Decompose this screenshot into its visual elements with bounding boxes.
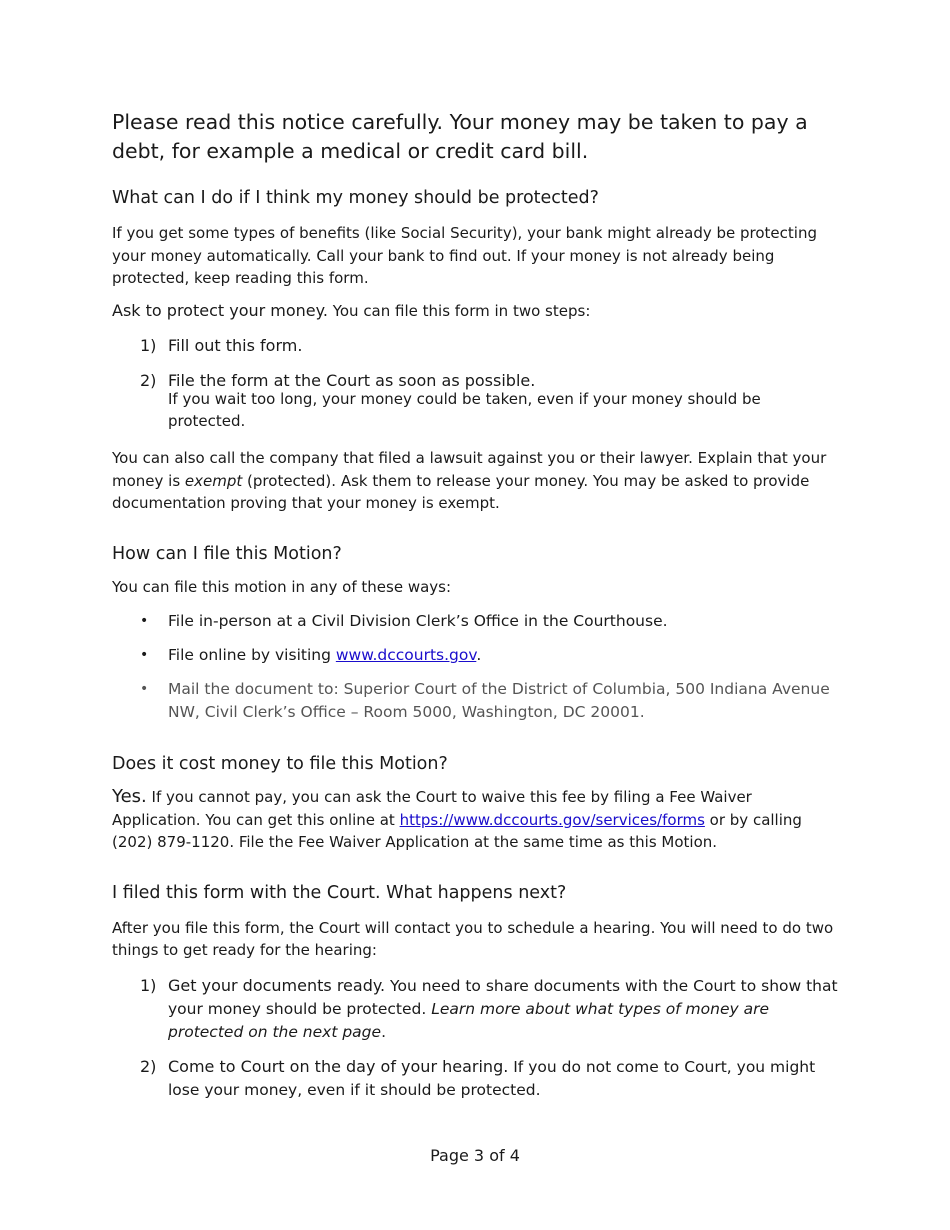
list-item — [112, 334, 842, 357]
step-number: 2) — [140, 1056, 157, 1076]
file-online-text-post: . — [476, 646, 482, 664]
hearing-steps-list — [112, 974, 842, 1102]
step-body: If you do not come to Court, you might lose your money, even if it should be protected. — [168, 1057, 816, 1099]
step-bold: Come to Court on the day of your hearing. — [168, 1056, 509, 1076]
list-item — [112, 678, 842, 724]
forms-link[interactable]: https://www.dccourts.gov/services/forms — [399, 810, 705, 829]
file-ways-lead: You can file this motion in any of these ways: — [112, 577, 452, 596]
bullet-icon: • — [140, 681, 149, 697]
protect-lead — [112, 300, 842, 323]
dccourts-link[interactable]: www.dccourts.gov — [335, 646, 477, 664]
step-body: You need to share documents with the Court to show that your money should be protected. — [168, 976, 838, 1018]
call-company-paragraph — [112, 447, 842, 515]
heading-what-next: I filed this form with the Court. What happens next? — [112, 882, 567, 903]
fee-waiver-paragraph — [112, 786, 842, 854]
yes-answer: Yes. — [112, 786, 147, 807]
step-title: Fill out this form. — [168, 336, 303, 355]
step-detail: If you wait too long, your money could be taken, even if your money should be protected. — [168, 390, 761, 430]
document-page — [112, 108, 842, 1102]
step-text — [168, 1055, 842, 1102]
list-item — [112, 610, 842, 633]
call-company-text-post: (protected). Ask them to release your money. You may be asked to provide documentation proving that your money is exempt. — [112, 471, 810, 512]
heading-cost: Does it cost money to file this Motion? — [112, 754, 448, 774]
step-emphasis: Learn more about what types of money are protected on the next page — [168, 999, 770, 1041]
heading-how-to-file: How can I file this Motion? — [112, 543, 342, 564]
file-online-text-pre: File online by visiting — [168, 646, 336, 664]
file-in-person-text: File in-person at a Civil Division Clerk’s Office in the Courthouse. — [168, 612, 668, 630]
step-number: 1) — [140, 336, 157, 355]
mail-address-text: Mail the document to: Superior Court of the District of Columbia, 500 Indiana Avenue NW, Civil Clerk’s Office – Room 5000, Washington, DC 20001. — [168, 680, 830, 721]
protect-lead-bold: Ask to protect your money. — [112, 300, 328, 320]
page-number: Page 3 of 4 — [430, 1146, 520, 1165]
exempt-emphasis: exempt — [184, 471, 243, 490]
bullet-icon: • — [140, 647, 149, 663]
bullet-icon: • — [140, 613, 149, 629]
fee-waiver-text-pre: If you cannot pay, you can ask the Court to waive this fee by filing a Fee Waiver Application. You can get this online at — [112, 788, 752, 829]
step-title: File the form at the Court as soon as possible. — [168, 371, 536, 390]
fee-waiver-text-post: or by calling (202) 879-1120. File the Fee Waiver Application at the same time as this Motion. — [112, 810, 802, 851]
step-number: 1) — [140, 975, 157, 995]
heading-protect-money: What can I do if I think my money should be protected? — [112, 188, 599, 208]
file-steps-list — [112, 334, 842, 432]
benefits-paragraph: If you get some types of benefits (like Social Security), your bank might already be protecting your money automatically. Call your bank to find out. If your money is not already being protected, keep reading this form. — [112, 224, 817, 287]
protect-lead-rest: You can file this form in two steps: — [327, 301, 591, 320]
step-text — [168, 974, 842, 1044]
file-ways-list — [112, 610, 842, 724]
list-item — [112, 974, 842, 1044]
step-bold: Get your documents ready. — [168, 975, 386, 995]
step-end: . — [381, 1022, 386, 1041]
list-item — [112, 1055, 842, 1102]
hearing-lead: After you file this form, the Court will contact you to schedule a hearing. You will need to do two things to get ready for the hearing: — [112, 918, 834, 959]
list-item — [112, 644, 842, 667]
intro-notice: Please read this notice carefully. Your money may be taken to pay a debt, for example a medical or credit card bill. — [112, 110, 808, 163]
step-number: 2) — [140, 371, 157, 390]
call-company-text-pre: You can also call the company that filed a lawsuit against you or their lawyer. Explain that your money is — [112, 449, 827, 490]
list-item — [112, 369, 842, 432]
